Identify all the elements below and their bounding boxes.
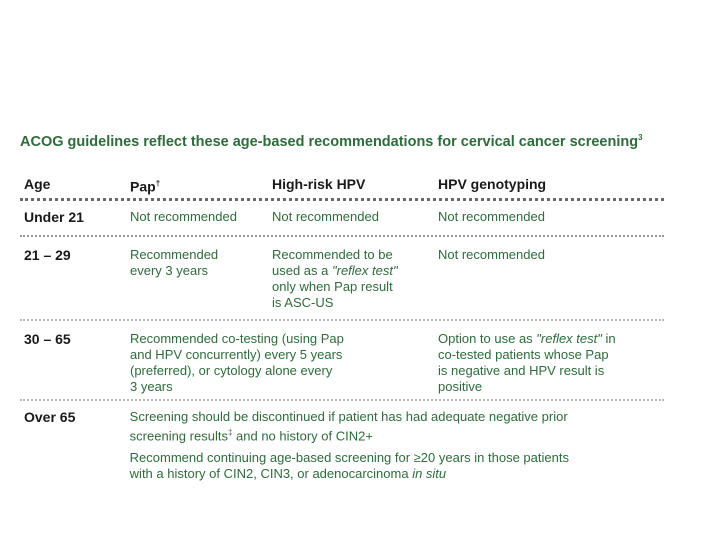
reflex-test-emphasis: "reflex test": [536, 331, 602, 346]
table-title: [20, 133, 700, 150]
hpv-line: only when Pap result: [272, 279, 393, 294]
genotyping-line: is negative and HPV result is: [438, 363, 605, 378]
column-header-pap-label: Pap: [130, 178, 156, 195]
pap-line: 3 years: [130, 379, 173, 394]
table-row-over-65: [20, 401, 664, 482]
genotyping-line: positive: [438, 379, 483, 394]
pap-cell: [128, 331, 438, 399]
pap-cell: Not recommended: [130, 209, 237, 224]
pap-cell: [128, 247, 272, 319]
age-cell: 21 – 29: [24, 247, 71, 263]
pap-line: every 3 years: [130, 263, 209, 278]
note-text: screening results: [129, 428, 228, 444]
note-line: Screening should be discontinued if patient has had adequate negative prior: [129, 409, 568, 424]
genotyping-line: [438, 331, 664, 347]
pap-line: Recommended: [130, 247, 219, 262]
column-header-hpv-genotyping: HPV genotyping: [438, 176, 547, 192]
table-header-row: [20, 176, 664, 198]
column-header-high-risk-hpv: High-risk HPV: [272, 176, 366, 192]
hpv-line: Recommended to be: [272, 247, 393, 262]
title-footnote-marker: 3: [638, 133, 643, 142]
table-row-21-29: [20, 237, 664, 319]
age-cell: Under 21: [24, 209, 84, 225]
genotyping-cell: Not recommended: [438, 209, 545, 224]
note-line: [130, 425, 664, 444]
column-header-pap: [128, 176, 272, 198]
hpv-text: used as a: [272, 263, 332, 278]
hpv-line: [272, 263, 438, 279]
genotyping-cell: Not recommended: [438, 247, 545, 262]
note-text: with a history of CIN2, CIN3, or adenocarcinoma: [129, 466, 413, 482]
hpv-cell: [272, 247, 438, 319]
footnote-marker: ‡: [227, 428, 233, 437]
pap-line: (preferred), or cytology alone every: [130, 363, 333, 378]
in-situ-emphasis: in situ: [412, 466, 447, 482]
hpv-cell: Not recommended: [272, 209, 379, 224]
column-header-age: Age: [24, 176, 51, 192]
age-cell: Over 65: [24, 409, 76, 425]
note-line: Recommend continuing age-based screening for ≥20 years in those patients: [129, 450, 569, 466]
genotyping-line: co-tested patients whose Pap: [438, 347, 609, 362]
table-row-under-21: [20, 201, 664, 235]
hpv-line: is ASC-US: [272, 295, 334, 310]
genotyping-text: Option to use as: [438, 331, 537, 346]
note-line: [130, 466, 664, 482]
genotyping-text: in: [601, 331, 616, 346]
pap-footnote-marker: †: [155, 179, 161, 188]
screening-table: [20, 176, 664, 482]
genotyping-cell: [438, 331, 664, 399]
pap-line: and HPV concurrently) every 5 years: [130, 347, 343, 362]
pap-line: Recommended co-testing (using Pap: [130, 331, 344, 346]
table-row-30-65: [20, 321, 664, 399]
note-text: and no history of CIN2+: [232, 428, 373, 444]
age-cell: 30 – 65: [24, 331, 71, 347]
table-title-text: ACOG guidelines reflect these age-based recommendations for cervical cancer screening: [20, 133, 639, 150]
reflex-test-emphasis: "reflex test": [332, 263, 398, 278]
over-65-recommendations: [128, 409, 664, 482]
